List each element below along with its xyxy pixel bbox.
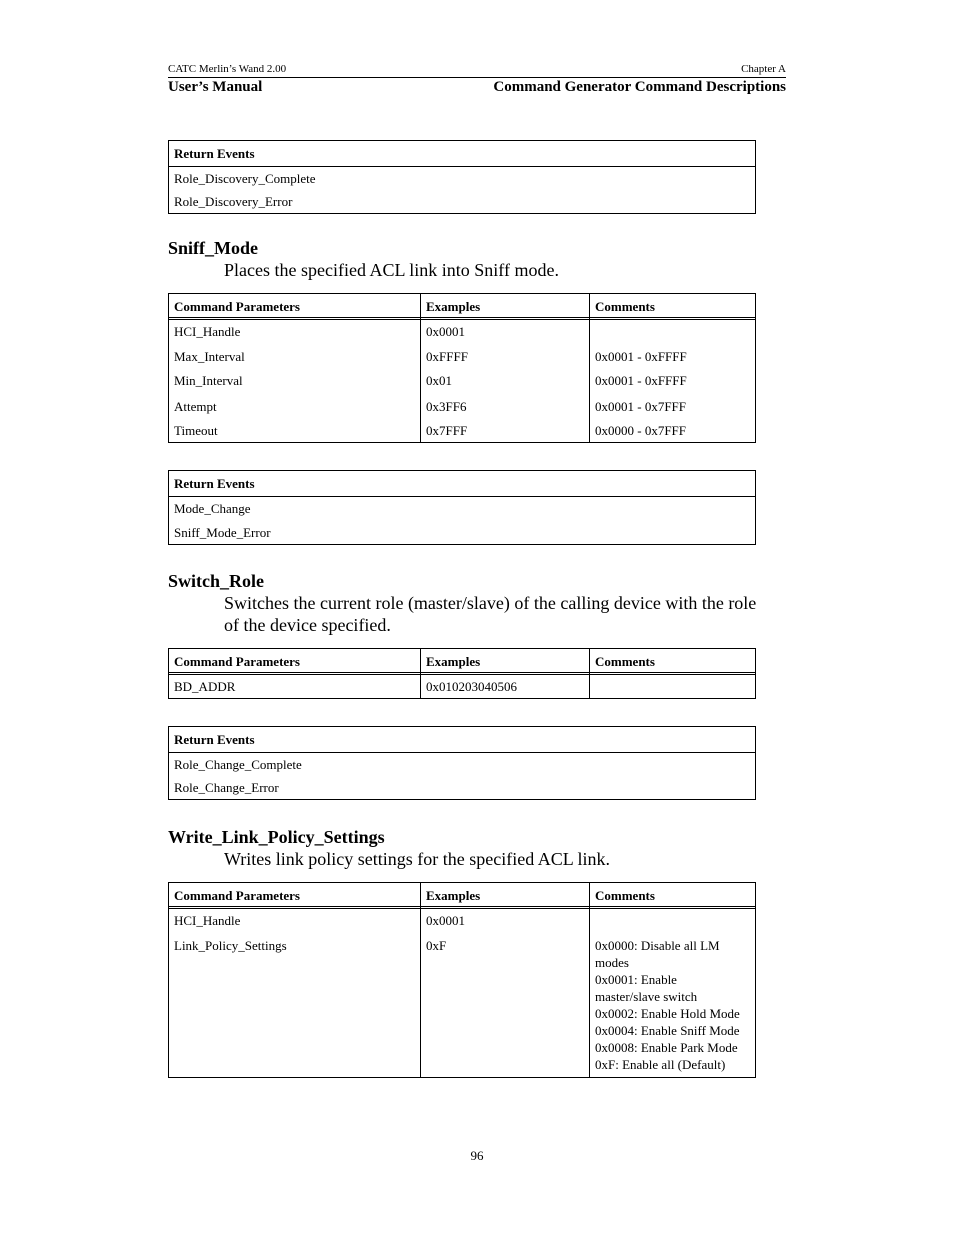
- comment-line: master/slave switch: [595, 989, 698, 1004]
- table-header: [169, 649, 755, 675]
- param-example: 0x0001: [426, 324, 465, 339]
- table-row: [169, 419, 755, 443]
- description-line: Switches the current role (master/slave) of the calling device with the role: [224, 593, 757, 613]
- sniff-mode-events-table: [168, 470, 756, 545]
- table-row: [169, 675, 755, 699]
- param-name: HCI_Handle: [174, 913, 241, 928]
- param-name: Attempt: [174, 399, 217, 414]
- header-comments: Comments: [595, 888, 655, 903]
- param-name: Link_Policy_Settings: [174, 938, 287, 953]
- table-header-cell: Return Events: [174, 476, 255, 491]
- table-row: Sniff_Mode_Error: [174, 525, 271, 540]
- comment-line: 0x0000: Disable all LM: [595, 938, 720, 953]
- param-comment: 0x0000 - 0x7FFF: [595, 423, 687, 438]
- description-line: of the device specified.: [224, 615, 391, 635]
- table-row: [169, 369, 755, 395]
- table-header: [169, 883, 755, 909]
- header-examples: Examples: [426, 299, 481, 314]
- sniff-mode-params-table: [168, 293, 756, 443]
- table-header-cell: Return Events: [174, 146, 255, 161]
- write-link-policy-params-table: [168, 882, 756, 1078]
- table-row: Role_Change_Complete: [174, 757, 302, 772]
- section-title-switch-role: Switch_Role: [168, 571, 264, 591]
- param-name: Timeout: [174, 423, 218, 438]
- table-header: [169, 727, 755, 753]
- section-description-write-link-policy: Writes link policy settings for the specified ACL link.: [224, 849, 611, 869]
- document-title: CATC Merlin’s Wand 2.00: [168, 63, 287, 75]
- header-command-parameters: Command Parameters: [174, 888, 300, 903]
- section-title-write-link-policy: Write_Link_Policy_Settings: [168, 827, 385, 847]
- header-comments: Comments: [595, 299, 655, 314]
- switch-role-params-table: [168, 648, 756, 699]
- comment-line: 0x0004: Enable Sniff Mode: [595, 1023, 740, 1038]
- param-example: 0x0001: [426, 913, 465, 928]
- header-examples: Examples: [426, 888, 481, 903]
- table-header: [169, 471, 755, 497]
- table-header: [169, 294, 755, 320]
- param-comment: 0x0001 - 0xFFFF: [595, 349, 687, 364]
- table-row: [169, 909, 755, 934]
- header-command-parameters: Command Parameters: [174, 299, 300, 314]
- param-comment: [590, 937, 757, 1073]
- table-header: [169, 141, 755, 167]
- section-description-switch-role: [224, 592, 784, 636]
- section-description-sniff-mode: Places the specified ACL link into Sniff mode.: [224, 260, 559, 280]
- param-example: 0xF: [426, 938, 447, 953]
- running-header-top: [168, 62, 786, 78]
- header-examples: Examples: [426, 654, 481, 669]
- table-row: [169, 345, 755, 369]
- section-title-sniff-mode: Sniff_Mode: [168, 238, 258, 258]
- page-number: 96: [470, 1148, 484, 1163]
- manual-label: User’s Manual: [168, 79, 263, 95]
- param-name: Min_Interval: [174, 373, 243, 388]
- table-header-cell: Return Events: [174, 732, 255, 747]
- param-example: 0x01: [426, 373, 452, 388]
- header-comments: Comments: [595, 654, 655, 669]
- comment-line: 0x0002: Enable Hold Mode: [595, 1006, 740, 1021]
- table-row: Role_Change_Error: [174, 780, 279, 795]
- role-discovery-events-table: [168, 140, 756, 214]
- comment-line: modes: [595, 955, 629, 970]
- comment-line: 0x0008: Enable Park Mode: [595, 1040, 738, 1055]
- comment-line: 0xF: Enable all (Default): [595, 1057, 726, 1072]
- param-name: BD_ADDR: [174, 679, 236, 694]
- param-comment: 0x0001 - 0xFFFF: [595, 373, 687, 388]
- param-example: 0x3FF6: [426, 399, 467, 414]
- param-example: 0xFFFF: [426, 349, 468, 364]
- table-row: [169, 934, 755, 1076]
- table-row: Mode_Change: [174, 501, 251, 516]
- table-row: [169, 320, 755, 345]
- param-name: Max_Interval: [174, 349, 245, 364]
- comment-line: 0x0001: Enable: [595, 972, 677, 987]
- table-row: Role_Discovery_Complete: [174, 171, 316, 186]
- switch-role-events-table: [168, 726, 756, 800]
- param-example: 0x010203040506: [426, 679, 517, 694]
- table-row: Role_Discovery_Error: [174, 194, 293, 209]
- param-comment: 0x0001 - 0x7FFF: [595, 399, 687, 414]
- chapter-label: Chapter A: [741, 63, 786, 75]
- param-name: HCI_Handle: [174, 324, 241, 339]
- param-example: 0x7FFF: [426, 423, 468, 438]
- section-label: Command Generator Command Descriptions: [493, 79, 786, 95]
- header-command-parameters: Command Parameters: [174, 654, 300, 669]
- table-row: [169, 395, 755, 419]
